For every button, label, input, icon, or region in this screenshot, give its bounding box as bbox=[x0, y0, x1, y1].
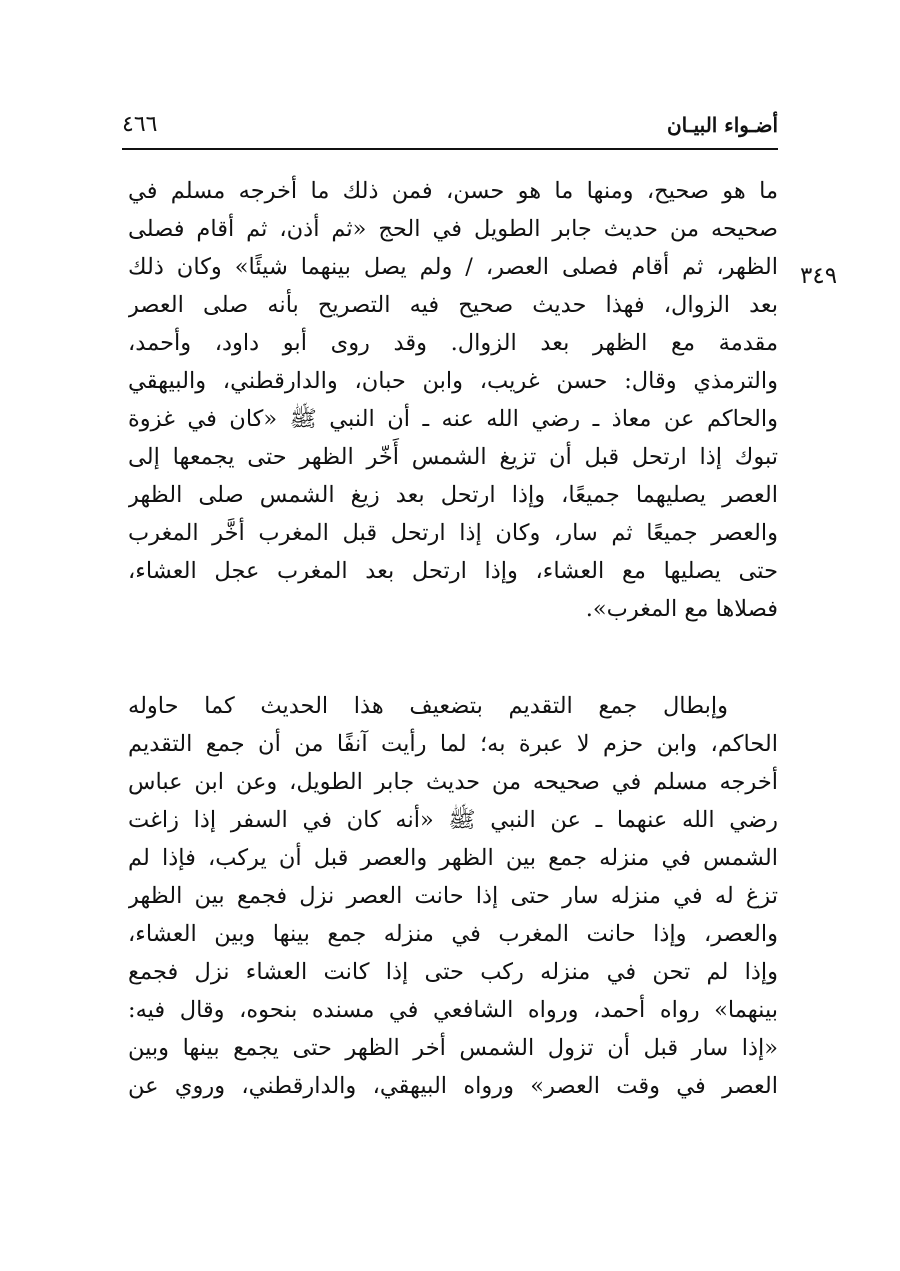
text-line: رضي الله عنهما ـ عن النبي ﷺ «أنه كان في السفر إذا زاغت bbox=[128, 807, 778, 833]
text-line: مقدمة مع الظهر بعد الزوال. وقد روى أبو داود، وأحمد، bbox=[128, 330, 778, 356]
text-line: بينهما» رواه أحمد، ورواه الشافعي في مسنده بنحوه، وقال فيه: bbox=[128, 997, 778, 1023]
text-line: صحيحه من حديث جابر الطويل في الحج «ثم أذن، ثم أقام فصلى bbox=[128, 216, 778, 242]
text-line: العصر يصليهما جميعًا، وإذا ارتحل بعد زيغ الشمس صلى الظهر bbox=[128, 482, 778, 508]
text-line: والعصر جميعًا ثم سار، وكان إذا ارتحل قبل المغرب أخَّر المغرب bbox=[128, 520, 778, 546]
text-line: أخرجه مسلم في صحيحه من حديث جابر الطويل، وعن ابن عباس bbox=[128, 769, 778, 795]
paragraph-2 bbox=[128, 687, 778, 1105]
text-line: بعد الزوال، فهذا حديث صحيح فيه التصريح بأنه صلى العصر bbox=[128, 292, 778, 318]
paragraph-1 bbox=[128, 172, 778, 628]
text-line: حتى يصليها مع العشاء، وإذا ارتحل بعد المغرب عجل العشاء، bbox=[128, 558, 778, 584]
margin-page-reference: ٣٤٩ bbox=[800, 263, 838, 289]
text-line: «إذا سار قبل أن تزول الشمس أخر الظهر حتى يجمع بينها وبين bbox=[128, 1035, 778, 1061]
text-line: وإذا لم تحن في منزله ركب حتى إذا كانت العشاء نزل فجمع bbox=[128, 959, 778, 985]
text-line: تزغ له في منزله سار حتى إذا حانت العصر نزل فجمع بين الظهر bbox=[128, 883, 778, 909]
text-line: والترمذي وقال: حسن غريب، وابن حبان، والدارقطني، والبيهقي bbox=[128, 368, 778, 394]
text-line: والعصر، وإذا حانت المغرب في منزله جمع بينها وبين العشاء، bbox=[128, 921, 778, 947]
text-line: الحاكم، وابن حزم لا عبرة به؛ لما رأيت آنفًا من أن جمع التقديم bbox=[128, 731, 778, 757]
text-line: الظهر، ثم أقام فصلى العصر، / ولم يصل بينهما شيئًا» وكان ذلك bbox=[128, 254, 778, 280]
text-line: فصلاها مع المغرب». bbox=[585, 596, 778, 622]
text-line: والحاكم عن معاذ ـ رضي الله عنه ـ أن النبي ﷺ «كان في غزوة bbox=[128, 406, 778, 432]
text-line: ما هو صحيح، ومنها ما هو حسن، فمن ذلك ما أخرجه مسلم في bbox=[128, 178, 778, 204]
page-number: ٤٦٦ bbox=[122, 112, 158, 137]
text-line: الشمس في منزله جمع بين الظهر والعصر قبل أن يركب، فإذا لم bbox=[128, 845, 778, 871]
running-header-title: أضـواء البيـان bbox=[666, 113, 778, 137]
running-header bbox=[122, 110, 778, 148]
header-divider bbox=[122, 148, 778, 150]
text-line: العصر في وقت العصر» ورواه البيهقي، والدارقطني، وروي عن bbox=[128, 1073, 778, 1099]
text-line: وإبطال جمع التقديم بتضعيف هذا الحديث كما حاوله bbox=[128, 693, 728, 719]
text-line: تبوك إذا ارتحل قبل أن تزيغ الشمس أَخّر الظهر حتى يجمعها إلى bbox=[128, 444, 778, 470]
